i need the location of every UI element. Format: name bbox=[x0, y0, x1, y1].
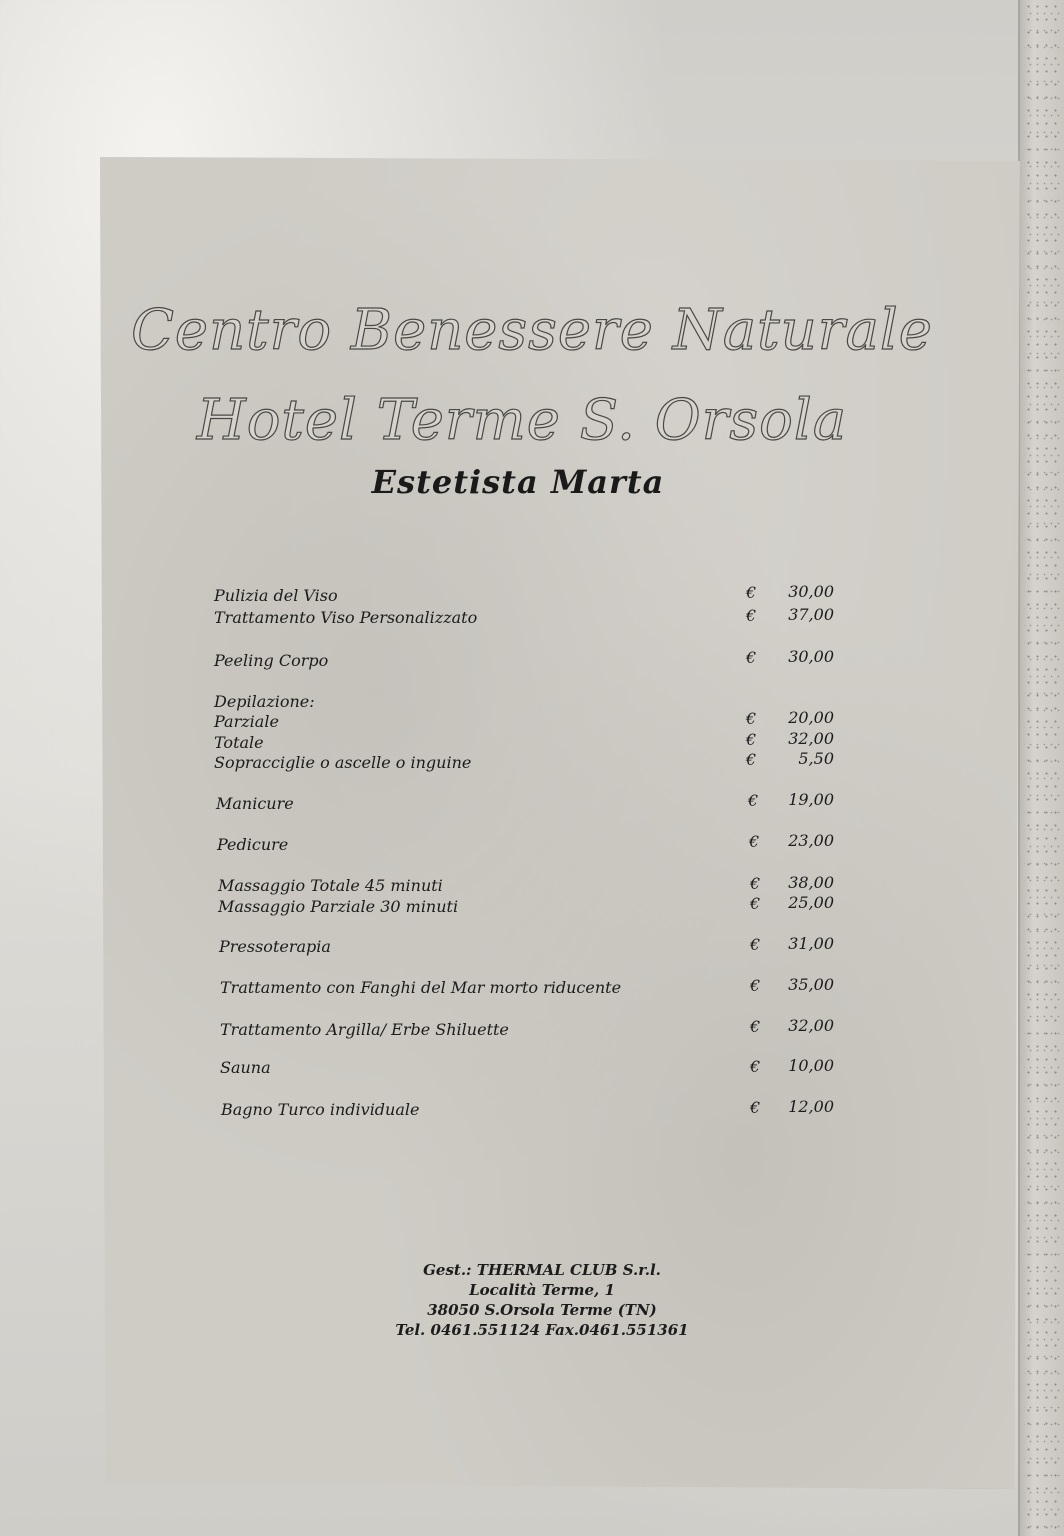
menu-item-price: 10,00 bbox=[788, 1056, 834, 1075]
menu-item-price: 23,00 bbox=[788, 831, 834, 850]
menu-item-price: 32,00 bbox=[788, 1016, 834, 1035]
euro-sign: € bbox=[750, 1098, 761, 1117]
footer-city: 38050 S.Orsola Terme (TN) bbox=[427, 1301, 657, 1319]
menu-item-price: 25,00 bbox=[788, 893, 834, 912]
menu-item-price: 12,00 bbox=[788, 1097, 834, 1116]
menu-item-label: Peeling Corpo bbox=[214, 651, 329, 670]
menu-item-price: 20,00 bbox=[788, 708, 834, 727]
euro-sign: € bbox=[746, 648, 757, 667]
menu-item-label: Massaggio Parziale 30 minuti bbox=[218, 897, 459, 916]
menu-item-label: Trattamento Viso Personalizzato bbox=[214, 608, 478, 627]
menu-item-price: 19,00 bbox=[788, 790, 834, 809]
euro-sign: € bbox=[746, 606, 757, 625]
footer-company: Gest.: THERMAL CLUB S.r.l. bbox=[423, 1261, 661, 1279]
menu-item-label: Totale bbox=[214, 733, 264, 752]
euro-sign: € bbox=[750, 1057, 761, 1076]
menu-item-price: 30,00 bbox=[788, 647, 834, 666]
menu-item-price: 38,00 bbox=[788, 873, 834, 892]
euro-sign: € bbox=[750, 894, 761, 913]
euro-sign: € bbox=[748, 791, 759, 810]
menu-item-label: Sauna bbox=[220, 1058, 271, 1077]
menu-item-label: Pressoterapia bbox=[219, 937, 331, 956]
euro-sign: € bbox=[750, 874, 761, 893]
subtitle: Estetista Marta bbox=[371, 463, 665, 501]
menu-section-heading: Depilazione: bbox=[214, 692, 315, 711]
menu-item-label: Trattamento Argilla/ Erbe Shiluette bbox=[220, 1020, 509, 1039]
menu-item-price: 31,00 bbox=[788, 934, 834, 953]
footer-address: Località Terme, 1 bbox=[469, 1281, 615, 1299]
title-line-2: Hotel Terme S. Orsola bbox=[196, 388, 848, 453]
menu-item-price: 5,50 bbox=[798, 749, 834, 768]
menu-item-label: Sopracciglie o ascelle o inguine bbox=[214, 753, 472, 772]
menu-item-label: Trattamento con Fanghi del Mar morto riducente bbox=[220, 978, 622, 997]
euro-sign: € bbox=[746, 583, 757, 602]
menu-item-label: Pedicure bbox=[217, 835, 289, 854]
euro-sign: € bbox=[746, 750, 757, 769]
menu-item-label: Massaggio Totale 45 minuti bbox=[218, 876, 443, 895]
title-line-1: Centro Benessere Naturale bbox=[131, 298, 933, 363]
menu-item-label: Manicure bbox=[216, 794, 294, 813]
menu-item-price: 35,00 bbox=[788, 975, 834, 994]
menu-item-label: Parziale bbox=[214, 712, 279, 731]
menu-item-price: 37,00 bbox=[788, 605, 834, 624]
menu-item-label: Pulizia del Viso bbox=[214, 586, 338, 605]
euro-sign: € bbox=[750, 1017, 761, 1036]
euro-sign: € bbox=[746, 709, 757, 728]
menu-item-price: 30,00 bbox=[788, 582, 834, 601]
menu-item-price: 32,00 bbox=[788, 729, 834, 748]
euro-sign: € bbox=[750, 935, 761, 954]
footer-contacts: Tel. 0461.551124 Fax.0461.551361 bbox=[395, 1321, 689, 1339]
euro-sign: € bbox=[746, 730, 757, 749]
euro-sign: € bbox=[750, 976, 761, 995]
euro-sign: € bbox=[749, 832, 760, 851]
menu-item-label: Bagno Turco individuale bbox=[221, 1100, 420, 1119]
